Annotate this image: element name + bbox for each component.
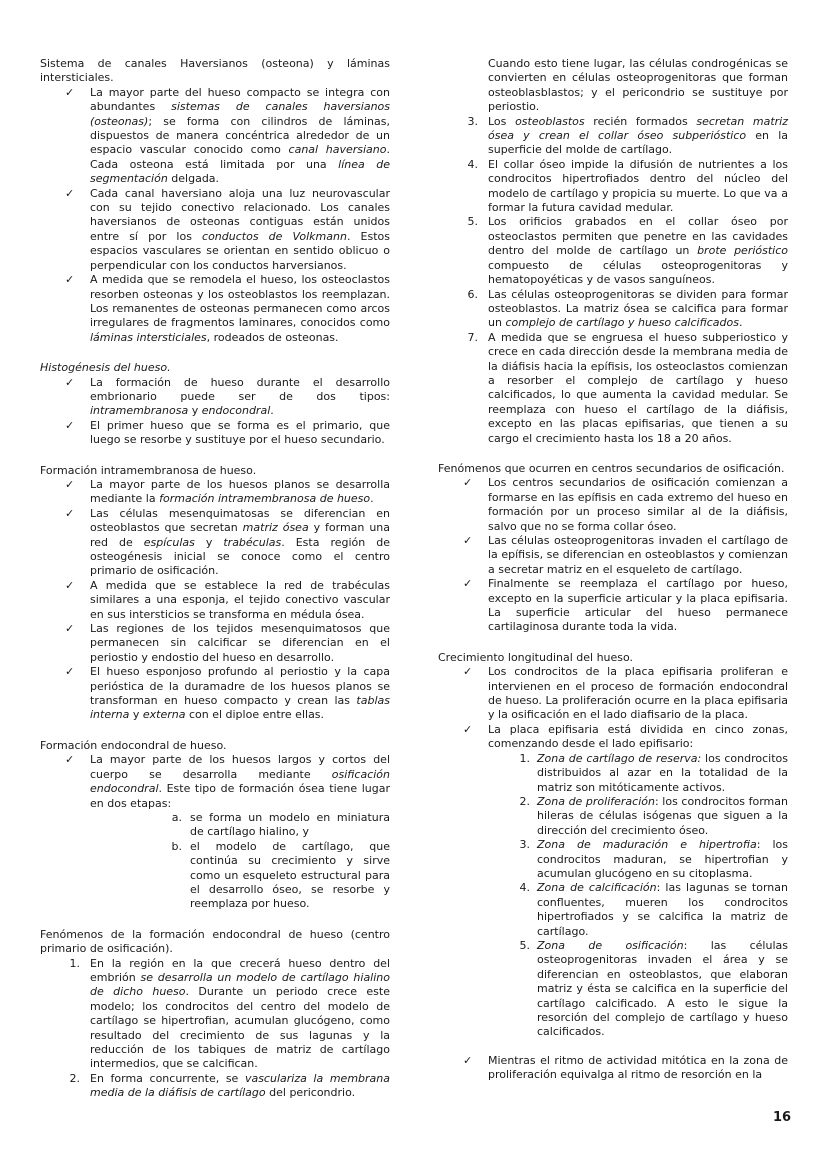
list-item	[438, 939, 788, 1040]
bullet-list	[40, 376, 390, 448]
checkmark-icon: ✓	[65, 506, 75, 520]
item-number: 4.	[467, 157, 478, 171]
text-run: Las células osteoprogenitoras invaden el cartílago de la epífisis, se diferencian en osteoblastos y comienzan a secretar matriz en el esqueleto de cartílago.	[488, 534, 788, 576]
text-run: . Esta región de osteogénesis inicial se conoce como el centro primario de osificación.	[90, 535, 390, 578]
text-run: .	[270, 404, 274, 418]
item-number: 7.	[467, 330, 478, 344]
list-item	[438, 1054, 788, 1083]
bullet-list	[40, 86, 390, 345]
item-letter: a.	[171, 810, 182, 824]
section-endochondral-phenomena-cont	[438, 57, 788, 446]
checkmark-icon: ✓	[463, 1053, 473, 1067]
text-run: Cada canal haversiano aloja una luz neurovascular con su tejido conectivo relacionado. Los canales haversianos de osteonas contiguas están unidos entre sí por los	[90, 186, 390, 243]
bullet-list	[40, 478, 390, 723]
emphasis-text: conductos de Volkmann	[202, 229, 347, 243]
checkmark-icon: ✓	[463, 534, 473, 547]
emphasis-text: Zona de osificación	[537, 938, 684, 952]
text-run: : los condrocitos forman hileras de células isógenas que siguen a la dirección del crecimiento óseo.	[537, 794, 788, 837]
emphasis-text: se desarrolla un modelo de cartílago hialino de dicho hueso	[90, 970, 390, 999]
item-text: se forma un modelo en miniatura de cartílago hialino, y	[190, 810, 390, 839]
checkmark-icon: ✓	[65, 578, 75, 592]
item-text	[90, 753, 390, 809]
emphasis-text: osteoblastos	[515, 114, 585, 128]
checkmark-icon: ✓	[65, 186, 75, 200]
checkmark-icon: ✓	[65, 622, 75, 636]
list-item	[438, 215, 788, 287]
emphasis-text: canal haversiano	[288, 143, 387, 157]
bullet-list	[438, 1054, 788, 1083]
text-run: con el diploe entre ellas.	[185, 708, 325, 722]
emphasis-text: Zona de proliferación	[537, 794, 655, 808]
text-run: A medida que se establece la red de trabéculas similares a una esponja, el tejido conectivo vascular en sus intersticios se transforma en médula ósea.	[90, 578, 390, 621]
item-number: 2.	[519, 794, 530, 808]
text-run: .	[370, 492, 374, 506]
item-number: 3.	[467, 114, 478, 128]
text-run: : las células osteoprogenitoras invaden el área y se diferencian en osteoblastos, que elaboran matriz y ésta se calcifica en la superficie del cartílago calcificado. A esto le sigue la resorción del complejo de cartílago y hueso calcificados.	[537, 938, 788, 1039]
list-item	[438, 881, 788, 939]
text-run: , rodeados de osteonas.	[206, 330, 339, 344]
item-number: 1.	[69, 956, 80, 970]
list-item	[438, 331, 788, 446]
zones-list	[438, 752, 788, 1040]
text-run: y	[188, 404, 202, 418]
text-run: . Durante un periodo crece este modelo; los condrocitos del centro del modelo de cartílago se hipertrofian, acumulan glucógeno, como resultado del crecimiento de sus lagunas y la reducción de los tabiques de matriz de cartílago intermedios, que se calcifican.	[90, 985, 390, 1071]
checkmark-icon: ✓	[65, 418, 75, 432]
text-run: Los orificios grabados en el collar óseo por osteoclastos permiten que penetre en las cavidades dentro del molde de cartílago un	[488, 215, 788, 258]
page-number: 16	[773, 1110, 792, 1125]
list-item	[438, 838, 788, 881]
list-item	[40, 579, 390, 622]
list-item	[438, 288, 788, 331]
numbered-list	[438, 115, 788, 446]
emphasis-text: brote perióstico	[697, 244, 789, 258]
section-longitudinal-growth	[438, 651, 788, 1083]
list-item	[40, 376, 390, 419]
emphasis-text: secretan matriz ósea y crean el collar óseo subperióstico	[488, 114, 788, 143]
list-item	[438, 752, 788, 795]
list-item	[40, 273, 390, 345]
item-number: 5.	[467, 215, 478, 229]
right-column	[438, 57, 788, 1099]
checkmark-icon: ✓	[463, 722, 473, 736]
sub-item	[90, 811, 390, 840]
item-number: 3.	[519, 838, 530, 852]
text-run: Los condrocitos de la placa epifisaria proliferan e intervienen en el proceso de formación endocondral de hueso. La proliferación ocurre en la placa epifisaria y la osificación en el lado diafisario de la placa.	[488, 665, 788, 722]
sub-list	[90, 811, 390, 912]
checkmark-icon: ✓	[65, 85, 75, 99]
checkmark-icon: ✓	[65, 477, 75, 491]
text-run: : los condrocitos maduran, se hipertrofian y acumulan glucógeno en su citoplasma.	[537, 838, 788, 880]
list-item	[438, 476, 788, 534]
bullet-list	[40, 753, 390, 911]
sub-item	[90, 840, 390, 912]
text-run: El collar óseo impide la difusión de nutrientes a los condrocitos hipertrofiados dentro del núcleo del modelo de cartílago y propicia su muerte. Lo que va a formar la futura cavidad medular.	[488, 157, 788, 215]
emphasis-text: vasculariza la membrana media de la diáfisis de cartílago	[90, 1071, 390, 1100]
emphasis-text: láminas intersticiales	[90, 330, 207, 344]
item-text: el modelo de cartílago, que continúa su crecimiento y sirve como un esqueleto estructural para el desarrollo óseo, se resorbe y reemplaza por hueso.	[190, 839, 390, 911]
text-run: Finalmente se reemplaza el cartílago por hueso, excepto en la superficie articular y la placa epifisaria. La superficie articular del hueso permanece cartilaginosa durante toda la vida.	[488, 577, 788, 634]
text-run: y	[194, 535, 224, 549]
text-run: La mayor parte de los huesos largos y cortos del cuerpo se desarrolla mediante	[90, 753, 390, 781]
text-run: La placa epifisaria está dividida en cinco zonas, comenzando desde el lado epifisario:	[488, 722, 788, 751]
text-run: La mayor parte de los huesos planos se desarrolla mediante la	[90, 477, 390, 506]
section-intramembranous	[40, 464, 390, 723]
section-heading: Formación intramembranosa de hueso.	[40, 463, 257, 477]
emphasis-text: Zona de maduración e hipertrofia	[537, 838, 757, 852]
text-run: compuesto de células osteoprogenitoras y hematopoyéticas y de vasos sanguíneos.	[488, 258, 788, 287]
bullet-list	[438, 665, 788, 751]
section-heading: Crecimiento longitudinal del hueso.	[438, 650, 634, 664]
list-item	[438, 795, 788, 838]
list-item	[40, 419, 390, 448]
left-column	[40, 57, 390, 1117]
text-run: Los centros secundarios de osificación comienzan a formarse en las epífisis en cada extremo del hueso en formación por un proceso similar al de la diáfisis, salvo que no se forma collar óseo.	[488, 476, 788, 533]
emphasis-text: trabéculas	[223, 535, 282, 549]
checkmark-icon: ✓	[65, 273, 75, 287]
emphasis-text: tablas interna	[90, 694, 390, 722]
bullet-list	[438, 476, 788, 634]
text-run: .	[738, 316, 743, 330]
text-run: en la superficie del molde de cartílago.	[488, 129, 788, 157]
section-heading: Fenómenos que ocurren en centros secundarios de osificación.	[438, 461, 785, 475]
list-item	[40, 665, 390, 723]
item-letter: b.	[171, 839, 182, 853]
list-item	[40, 753, 390, 911]
emphasis-text: espículas	[143, 535, 195, 549]
text-run: El hueso esponjoso profundo al periostio y la capa perióstica de la duramadre de los huesos planos se transforman en hueso compacto y crean las	[90, 665, 390, 708]
item-number: 6.	[467, 287, 478, 301]
emphasis-text: formación intramembranosa de hueso	[159, 492, 371, 506]
checkmark-icon: ✓	[65, 665, 75, 679]
text-run: Las células osteoprogenitoras se dividen para formar osteoblastos. La matriz ósea se calcifica para formar un	[488, 287, 788, 330]
section-endochondral-phenomena	[40, 928, 390, 1101]
text-run: : las lagunas se tornan confluentes, mueren los condrocitos hipertrofiados y se calcifica la matriz de cartílago.	[537, 881, 788, 938]
text-run: . Este tipo de formación ósea tiene lugar en dos etapas:	[90, 782, 390, 810]
text-run: ; se forma con cilindros de láminas, dispuestos de manera concéntrica alrededor de un espacio vascular conocido como	[90, 114, 390, 157]
checkmark-icon: ✓	[463, 665, 473, 679]
emphasis-text: osificación endocondral	[90, 767, 390, 796]
text-run: y forman una red de	[90, 521, 391, 549]
emphasis-text: Zona de calcificación	[537, 881, 657, 895]
list-item	[40, 957, 390, 1072]
text-run: La formación de hueso durante el desarrollo embrionario puede ser de dos tipos:	[90, 375, 390, 403]
list-item	[438, 723, 788, 752]
text-run: recién formados	[584, 114, 697, 128]
numbered-list	[40, 957, 390, 1101]
item-number: 4.	[519, 881, 530, 895]
text-run: A medida que se remodela el hueso, los osteoclastos resorben osteonas y los osteoblastos los reemplazan. Los remanentes de osteonas permanecen como arcos irregulares de fragmentos laminares, conocidos como	[90, 273, 390, 330]
list-item	[438, 534, 788, 577]
list-item	[438, 115, 788, 158]
text-run: Los	[488, 114, 516, 128]
continued-text: Cuando esto tiene lugar, las células condrogénicas se convierten en células osteoprogenitoras que forman osteoblasblastos; y el pericondrio se sustituye por periostio.	[488, 57, 788, 114]
list-item	[40, 1072, 390, 1101]
emphasis-text: línea de segmentación	[90, 157, 390, 186]
checkmark-icon: ✓	[463, 577, 473, 591]
text-run: En la región en la que crecerá hueso dentro del embrión	[90, 956, 390, 984]
list-item	[40, 622, 390, 665]
list-item	[40, 478, 390, 507]
text-run: En forma concurrente, se	[90, 1071, 245, 1085]
text-run: Las regiones de los tejidos mesenquimatosos que permanecen sin calcificar se diferencian en el periostio y endostio del hueso en desarrollo.	[90, 622, 390, 664]
item-number: 5.	[519, 938, 530, 952]
text-run: La mayor parte del hueso compacto se integra con abundantes	[90, 85, 390, 114]
emphasis-text: complejo de cartílago y hueso calcificados	[505, 316, 739, 330]
checkmark-icon: ✓	[65, 375, 75, 389]
text-run: A medida que se engruesa el hueso subperiostico y crece en cada dirección desde la membrana media de la diáfisis hacia la epífisis, los osteoclastos comienzan a resorber el complejo de cartílago y hueso calcificados, lo que aumenta la cavidad medular. Se reemplaza con hueso el cartílago de la diáfisis, excepto en las placas epifisarias, que tienen a su cargo el crecimiento hasta los 18 a 20 años.	[488, 330, 788, 445]
text-run: . Estos espacios vasculares se orientan en sentido oblicuo o perpendicular con los conductos harversianos.	[90, 229, 390, 272]
text-run: y	[129, 708, 143, 722]
section-heading: Fenómenos de la formación endocondral de hueso (centro primario de osificación).	[40, 927, 390, 956]
checkmark-icon: ✓	[463, 476, 473, 490]
section-histogenesis	[40, 361, 390, 447]
text-run: El primer hueso que se forma es el primario, que luego se resorbe y sustituye por el hueso secundario.	[90, 418, 390, 447]
emphasis-text: endocondral	[201, 404, 271, 418]
list-item	[40, 507, 390, 579]
section-heading: Sistema de canales Haversianos (osteona) y láminas intersticiales.	[40, 57, 390, 85]
emphasis-text: matriz ósea	[242, 521, 309, 535]
section-haversian-system	[40, 57, 390, 345]
text-run: Mientras el ritmo de actividad mitótica en la zona de proliferación equivalga al ritmo de resorción en la	[488, 1053, 788, 1082]
text-run: los condrocitos distribuidos al azar en la totalidad de la matriz son mitóticamente activos.	[537, 751, 788, 794]
section-endochondral	[40, 739, 390, 912]
emphasis-text: sistemas de canales haversianos (osteonas)	[90, 100, 391, 128]
text-run: Las células mesenquimatosas se diferencian en osteoblastos que secretan	[90, 506, 390, 535]
item-number: 2.	[69, 1071, 80, 1085]
section-secondary-ossification	[438, 462, 788, 635]
list-item	[438, 158, 788, 216]
item-text	[488, 1054, 788, 1081]
list-item	[438, 577, 788, 635]
emphasis-text: Zona de cartílago de reserva:	[537, 751, 702, 765]
list-item	[40, 86, 390, 187]
item-number: 1.	[519, 751, 530, 765]
emphasis-text: externa	[142, 708, 186, 722]
text-run: del pericondrio.	[265, 1086, 356, 1100]
list-item	[40, 187, 390, 273]
text-run: . Cada osteona está limitada por una	[90, 143, 391, 171]
section-heading: Histogénesis del hueso.	[40, 361, 171, 375]
checkmark-icon: ✓	[65, 753, 75, 767]
section-heading: Formación endocondral de hueso.	[40, 738, 227, 752]
text-run: delgada.	[167, 172, 220, 186]
list-item	[438, 665, 788, 723]
emphasis-text: intramembranosa	[90, 404, 189, 418]
